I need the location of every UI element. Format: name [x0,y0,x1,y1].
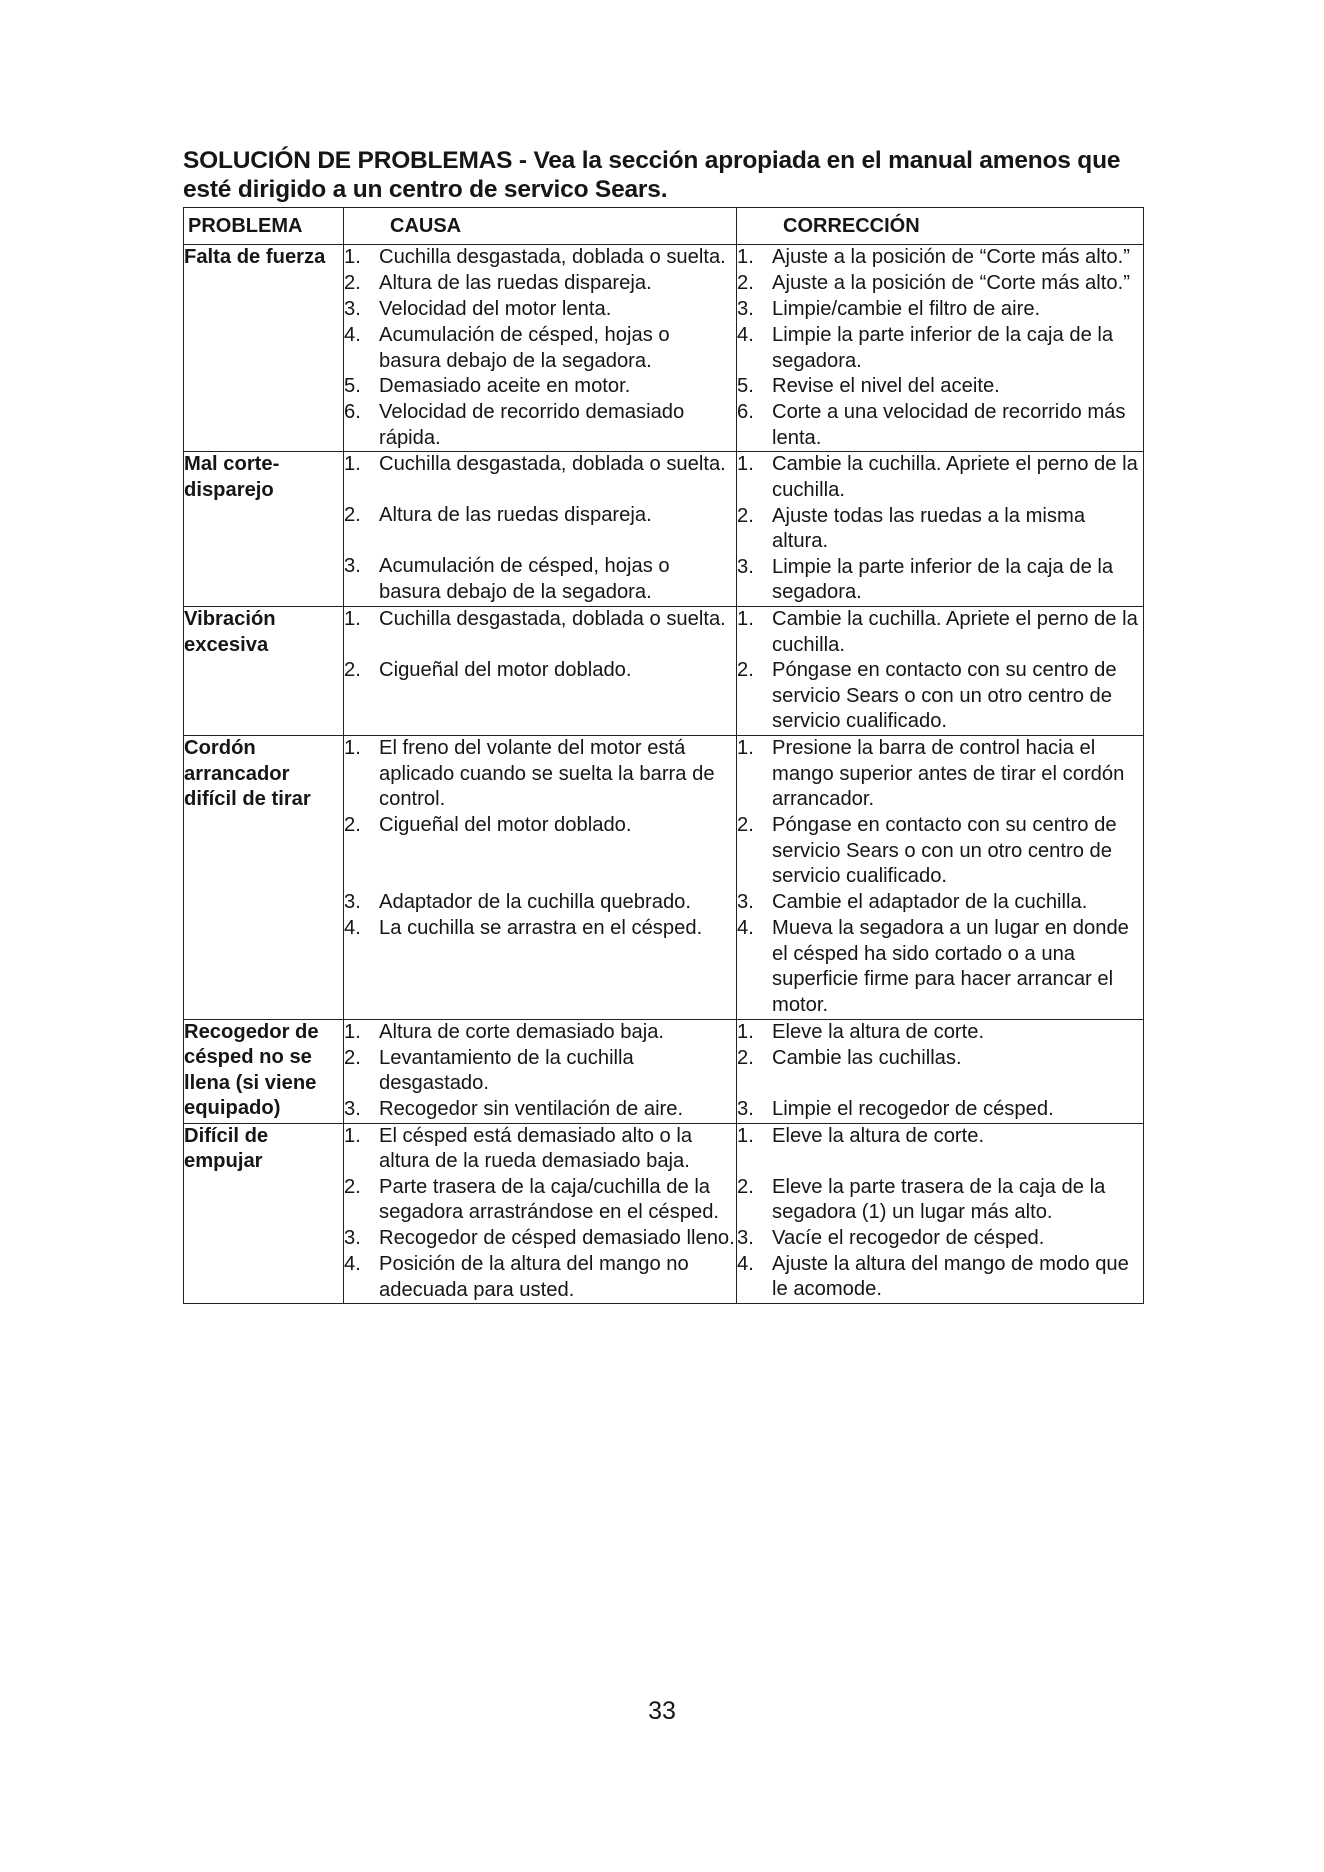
correction-item [737,504,1143,555]
cause-item-text: Acumulación de césped, hojas o basura debajo de la segadora. [379,324,670,372]
correction-item-text: Cambie la cuchilla. Apriete el perno de la cuchilla. [772,607,1138,656]
correction-cell [737,1123,1144,1304]
correction-item-number: 2. [737,814,754,837]
cause-cell [344,245,737,452]
header-problem: PROBLEMA [184,208,344,245]
cause-item-number: 3. [344,1227,361,1250]
correction-item [737,400,1143,451]
correction-item-number: 4. [737,1252,754,1275]
cause-item-text: El césped está demasiado alto o la altura de la rueda demasiado baja. [379,1124,693,1173]
correction-item-text: Vacíe el recogedor de césped. [772,1226,1045,1249]
table-row [184,452,1144,607]
cause-cell [344,1019,737,1123]
cause-cell [344,606,737,735]
table-row [184,1123,1144,1304]
cause-item [344,1252,736,1303]
cause-item-number: 3. [344,298,361,320]
cause-item [344,658,736,735]
cause-item-number: 2. [344,272,361,294]
correction-item-number: 1. [737,453,754,476]
correction-item [737,297,1143,323]
cause-item-text: Levantamiento de la cuchilla desgastado. [379,1046,634,1095]
cause-item-number: 1. [344,1020,361,1043]
cause-item [344,245,736,271]
table-header-row [184,208,1144,245]
correction-item-number: 3. [737,298,754,320]
cause-item-number: 2. [344,814,361,837]
cause-item [344,1097,736,1123]
cause-item-number: 1. [344,607,361,630]
correction-item [737,271,1143,297]
cause-item-text: Cigueñal del motor doblado. [379,814,632,837]
cause-item-number: 2. [344,658,361,681]
cause-item-text: Altura de las ruedas dispareja. [379,504,652,527]
correction-item-text: Cambie las cuchillas. [772,1046,962,1069]
cause-item-text: Recogedor de césped demasiado lleno. [379,1227,735,1250]
table-row [184,1019,1144,1123]
correction-item-text: Cambie el adaptador de la cuchilla. [772,891,1088,914]
cause-item [344,607,736,658]
correction-item-number: 1. [737,1124,754,1147]
correction-item-text: Eleve la altura de corte. [772,1124,985,1147]
cause-item-text: Parte trasera de la caja/cuchilla de la segadora arrastrándose en el césped. [379,1175,720,1224]
correction-item-text: Ajuste todas las ruedas a la misma altura. [772,504,1086,553]
header-cause: CAUSA [344,208,737,245]
correction-item-number: 3. [737,1226,754,1249]
problem-cell: Cordón arrancador difícil de tirar [184,736,344,1019]
correction-item [737,323,1143,374]
cause-item-number: 2. [344,1175,361,1198]
cause-item-number: 2. [344,504,361,527]
correction-item-text: Mueva la segadora a un lugar en donde el césped ha sido cortado o a una superficie firme para hacer arrancar el motor. [772,917,1129,1016]
correction-item-text: Corte a una velocidad de recorrido más lenta. [772,401,1126,449]
correction-item-number: 1. [737,1020,754,1043]
correction-item [737,1124,1143,1175]
cause-cell [344,736,737,1019]
cause-item-text: Cuchilla desgastada, doblada o suelta. [379,246,726,268]
correction-item-number: 2. [737,1175,754,1198]
table-row [184,245,1144,452]
correction-item-text: Eleve la parte trasera de la caja de la segadora (1) un lugar más alto. [772,1175,1106,1224]
cause-item-number: 1. [344,737,361,760]
correction-item-number: 2. [737,1046,754,1069]
correction-item-text: Póngase en contacto con su centro de servicio Sears o con un otro centro de servicio cualificado. [772,814,1117,888]
cause-item [344,736,736,813]
cause-item [344,890,736,916]
cause-item [344,813,736,890]
cause-item [344,1124,736,1175]
correction-item-text: Limpie/cambie el filtro de aire. [772,298,1041,320]
cause-item-text: Demasiado aceite en motor. [379,375,631,398]
cause-item-number: 1. [344,453,361,476]
correction-item [737,890,1143,916]
correction-item-number: 1. [737,607,754,630]
correction-item [737,1226,1143,1252]
correction-item [737,1097,1143,1123]
correction-item-number: 2. [737,659,754,682]
correction-item-number: 1. [737,246,754,268]
correction-item-number: 3. [737,555,754,578]
correction-item-number: 3. [737,1097,754,1120]
correction-cell [737,736,1144,1019]
cause-item [344,271,736,297]
cause-item-text: Velocidad del motor lenta. [379,298,612,320]
cause-item-text: La cuchilla se arrastra en el césped. [379,917,703,940]
correction-item-number: 6. [737,401,754,424]
cause-item [344,1020,736,1046]
cause-item-text: El freno del volante del motor está aplicado cuando se suelta la barra de control. [379,737,715,811]
cause-item-number: 3. [344,555,361,578]
cause-item-number: 4. [344,324,361,346]
cause-item-number: 3. [344,891,361,914]
cause-item-number: 6. [344,401,361,424]
correction-item [737,607,1143,658]
correction-item-text: Revise el nivel del aceite. [772,375,1000,398]
cause-item-text: Recogedor sin ventilación de aire. [379,1097,684,1120]
cause-item-number: 5. [344,375,361,398]
cause-cell [344,452,737,607]
correction-cell [737,1019,1144,1123]
table-body [184,245,1144,1304]
page-title: SOLUCIÓN DE PROBLEMAS - Vea la sección apropiada en el manual amenos que esté dirigido a un centro de servico Sears. [183,147,1121,203]
cause-item [344,400,736,451]
cause-item-text: Adaptador de la cuchilla quebrado. [379,891,692,914]
correction-item [737,555,1143,606]
cause-item-text: Cigueñal del motor doblado. [379,658,632,681]
correction-item-number: 1. [737,737,754,760]
troubleshooting-table [183,207,1144,1304]
cause-item [344,374,736,400]
correction-item [737,736,1143,813]
correction-item-text: Eleve la altura de corte. [772,1020,985,1043]
correction-item-number: 2. [737,272,754,294]
correction-cell [737,452,1144,607]
page-number: 33 [648,1697,676,1725]
cause-item [344,1046,736,1097]
cause-item-number: 1. [344,246,361,268]
correction-cell [737,245,1144,452]
cause-item-text: Altura de corte demasiado baja. [379,1020,665,1043]
correction-item-text: Limpie el recogedor de césped. [772,1097,1054,1120]
cause-item-text: Cuchilla desgastada, doblada o suelta. [379,607,726,630]
cause-item-text: Posición de la altura del mango no adecuada para usted. [379,1253,689,1301]
correction-item [737,452,1143,503]
problem-cell: Difícil de empujar [184,1123,344,1304]
correction-item [737,658,1143,735]
problem-cell: Vibración excesiva [184,606,344,735]
correction-item [737,245,1143,271]
cause-item-number: 3. [344,1097,361,1120]
correction-item-text: Cambie la cuchilla. Apriete el perno de la cuchilla. [772,453,1138,501]
correction-item [737,916,1143,1018]
correction-item-number: 2. [737,504,754,527]
correction-item [737,1252,1143,1303]
cause-cell [344,1123,737,1304]
correction-item-text: Limpie la parte inferior de la caja de la segadora. [772,555,1114,604]
cause-item-text: Altura de las ruedas dispareja. [379,272,652,294]
cause-item [344,1175,736,1226]
correction-cell [737,606,1144,735]
correction-item-text: Ajuste a la posición de “Corte más alto.” [772,272,1130,294]
cause-item [344,452,736,503]
correction-item [737,813,1143,890]
cause-item-text: Acumulación de césped, hojas o basura debajo de la segadora. [379,555,670,603]
correction-item-text: Póngase en contacto con su centro de servicio Sears o con un otro centro de servicio cualificado. [772,659,1117,733]
cause-item-text: Cuchilla desgastada, doblada o suelta. [379,453,726,476]
cause-item-number: 4. [344,1253,361,1276]
problem-cell: Falta de fuerza [184,245,344,452]
correction-item-text: Ajuste la altura del mango de modo que le acomode. [772,1252,1129,1301]
cause-item [344,1226,736,1252]
cause-item-number: 2. [344,1046,361,1069]
cause-item [344,503,736,554]
cause-item [344,554,736,605]
correction-item-number: 4. [737,917,754,940]
correction-item [737,1046,1143,1097]
cause-item [344,323,736,374]
correction-item-text: Limpie la parte inferior de la caja de la segadora. [772,324,1114,372]
problem-cell: Recogedor de césped no se llena (si viene equipado) [184,1019,344,1123]
correction-item [737,1020,1143,1046]
cause-item-number: 4. [344,917,361,940]
correction-item [737,374,1143,400]
cause-item-number: 1. [344,1124,361,1147]
correction-item-number: 5. [737,375,754,398]
table-row [184,736,1144,1019]
correction-item-number: 3. [737,891,754,914]
problem-cell: Mal corte-disparejo [184,452,344,607]
correction-item-text: Presione la barra de control hacia el mango superior antes de tirar el cordón arrancador. [772,737,1125,811]
table-row [184,606,1144,735]
correction-item [737,1175,1143,1226]
cause-item [344,916,736,1018]
correction-item-text: Ajuste a la posición de “Corte más alto.” [772,246,1130,268]
correction-item-number: 4. [737,324,754,346]
header-correction: CORRECCIÓN [737,208,1144,245]
cause-item-text: Velocidad de recorrido demasiado rápida. [379,401,685,449]
cause-item [344,297,736,323]
